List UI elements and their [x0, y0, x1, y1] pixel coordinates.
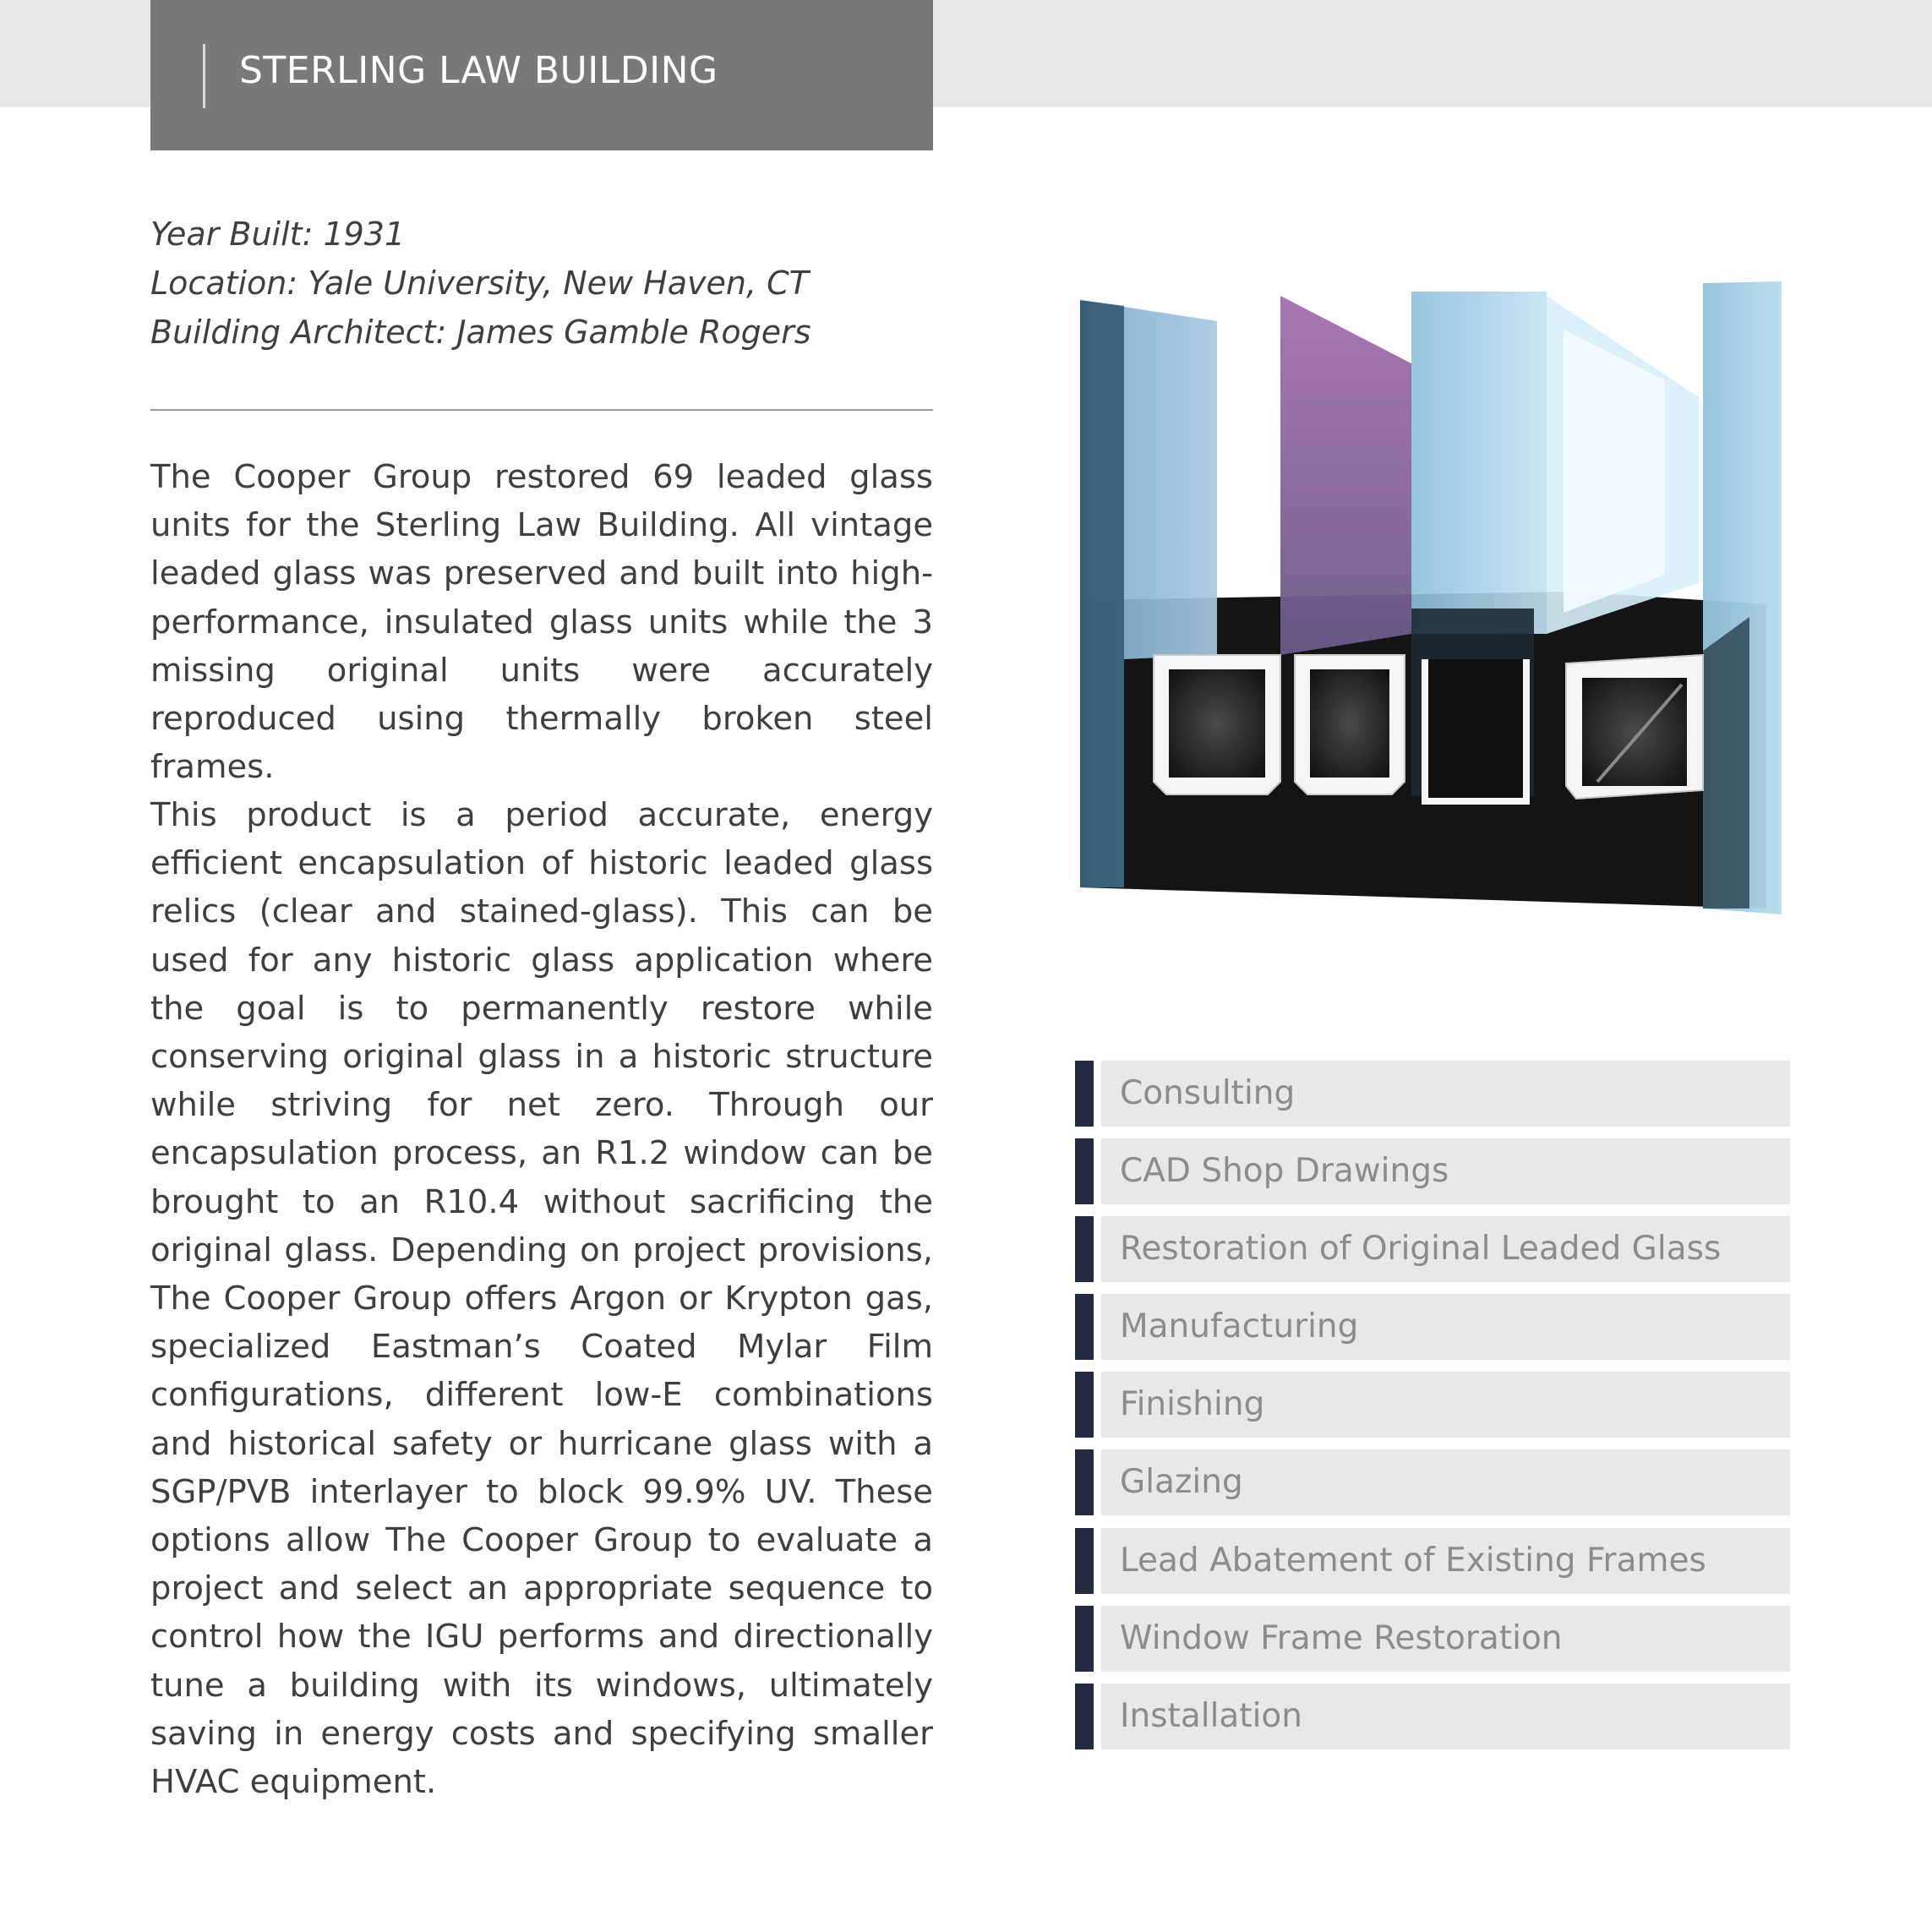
service-gap — [1094, 1372, 1101, 1438]
services-list — [1075, 1061, 1790, 1761]
spacer-2 — [1295, 655, 1405, 794]
service-item-lead-abatement — [1075, 1528, 1790, 1594]
service-label: Lead Abatement of Existing Frames — [1120, 1541, 1706, 1580]
section-divider — [150, 409, 933, 411]
service-gap — [1094, 1216, 1101, 1282]
insulated-glass-unit-illustration — [1073, 279, 1800, 921]
service-item-cad-shop-drawings — [1075, 1138, 1790, 1204]
service-gap — [1094, 1449, 1101, 1515]
service-item-glazing — [1075, 1449, 1790, 1515]
service-accent-bar — [1075, 1138, 1094, 1204]
service-accent-bar — [1075, 1449, 1094, 1515]
service-item-window-frame-restoration — [1075, 1606, 1790, 1672]
spacer-3 — [1422, 659, 1530, 805]
building-meta — [150, 210, 933, 357]
title-divider — [203, 44, 205, 108]
service-item-finishing — [1075, 1372, 1790, 1438]
service-label: Finishing — [1120, 1385, 1265, 1424]
service-gap — [1094, 1294, 1101, 1360]
service-label: Restoration of Original Leaded Glass — [1120, 1230, 1722, 1269]
service-accent-bar — [1075, 1372, 1094, 1438]
service-accent-bar — [1075, 1294, 1094, 1360]
spacer-1 — [1154, 655, 1280, 794]
page-title: STERLING LAW BUILDING — [239, 49, 718, 92]
spacer-4 — [1566, 655, 1703, 799]
architect: Building Architect: James Gamble Rogers — [150, 314, 811, 351]
service-label: CAD Shop Drawings — [1120, 1152, 1449, 1191]
service-label: Manufacturing — [1120, 1307, 1359, 1346]
glass-pane-center — [1411, 292, 1547, 634]
service-accent-bar — [1075, 1684, 1094, 1749]
service-gap — [1094, 1684, 1101, 1749]
description-paragraph-1: The Cooper Group restored 69 leaded glass units for the Sterling Law Building. All vintage leaded glass was preserved and built into high-performance, insulated glass units while the 3 missing original units were accurately reproduced using thermally broken steel frames. — [150, 458, 933, 787]
service-label: Consulting — [1120, 1074, 1296, 1112]
service-item-consulting — [1075, 1061, 1790, 1127]
service-item-installation — [1075, 1684, 1790, 1749]
service-gap — [1094, 1528, 1101, 1594]
service-accent-bar — [1075, 1528, 1094, 1594]
service-item-restoration — [1075, 1216, 1790, 1282]
service-label: Glazing — [1120, 1463, 1243, 1502]
location: Location: Yale University, New Haven, CT — [150, 265, 809, 302]
description-paragraph-2: This product is a period accurate, energy efficient encapsulation of historic leaded glass relics (clear and stained-glass). This can be used for any historic glass application where the goal is to permanently restore while conserving original glass in a historic structure while striving for net zero. Through our encapsulation process, an R1.2 window can be brought to an R10.4 without sacrificing the original glass. Depending on project provisions, The Cooper Group offers Argon or Krypton gas, specialized Eastman’s Coated Mylar Film configurations, different low-E combinations and historical safety or hurricane glass with a SGP/PVB interlayer to block 99.9% UV. These options allow The Cooper Group to evaluate a project and select an appropriate sequence to control how the IGU performs and directionally tune a building with its windows, ultimately saving in energy costs and specifying smaller HVAC equipment. — [150, 796, 933, 1802]
service-accent-bar — [1075, 1216, 1094, 1282]
stained-glass-pane — [1280, 296, 1411, 655]
glass-pane-right-dark — [1703, 617, 1749, 909]
service-label: Window Frame Restoration — [1120, 1618, 1563, 1657]
year-built: Year Built: 1931 — [150, 216, 406, 253]
glass-pane-left-edge — [1080, 300, 1124, 887]
service-accent-bar — [1075, 1061, 1094, 1127]
service-accent-bar — [1075, 1606, 1094, 1672]
service-gap — [1094, 1138, 1101, 1204]
service-gap — [1094, 1061, 1101, 1127]
service-gap — [1094, 1606, 1101, 1672]
service-item-manufacturing — [1075, 1294, 1790, 1360]
service-label: Installation — [1120, 1696, 1303, 1735]
